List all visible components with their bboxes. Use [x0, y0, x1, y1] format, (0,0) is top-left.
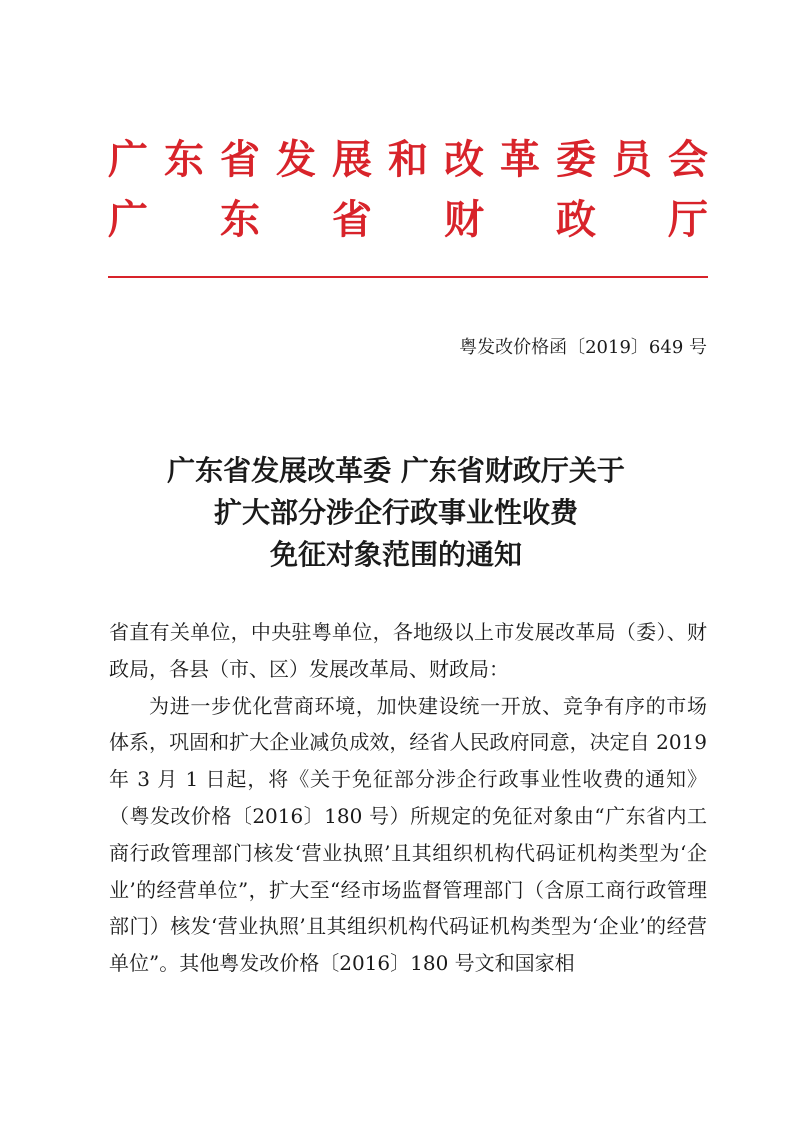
- header-char: 革: [500, 136, 540, 183]
- document-number: 粤发改价格函〔2019〕649 号: [459, 337, 707, 358]
- header-char: 财: [444, 196, 484, 243]
- header-char: 和: [388, 136, 428, 183]
- header-divider: [108, 276, 708, 278]
- document-body: [109, 614, 707, 982]
- addressee-paragraph: 省直有关单位，中央驻粤单位，各地级以上市发展改革局（委）、财政局，各县（市、区）发展改革局、财政局：: [109, 620, 707, 681]
- title-line-2: 扩大部分涉企行政事业性收费: [213, 496, 578, 529]
- title-line-1: 广东省发展改革委 广东省财政厅关于: [167, 454, 625, 487]
- header-char: 广: [108, 136, 148, 183]
- header-char: 展: [332, 136, 372, 183]
- header-char: 东: [220, 196, 260, 243]
- header-char: 会: [668, 136, 708, 183]
- document-title: [96, 450, 696, 576]
- issuer-header-line-2: [108, 196, 708, 244]
- header-char: 改: [444, 136, 484, 183]
- header-char: 发: [276, 136, 316, 183]
- header-char: 东: [164, 136, 204, 183]
- header-char: 厅: [668, 196, 708, 243]
- header-char: 广: [108, 196, 148, 243]
- body-paragraph-1: 为进一步优化营商环境，加快建设统一开放、竞争有序的市场体系，巩固和扩大企业减负成效，经省人民政府同意，决定自 2019 年 3 月 1 日起，将《关于免征部分涉企行政事业性收费的通知》（粤发改价格〔2016〕180 号）所规定的免征对象由“广东省内工商行政管理部门核发‘营业执照’且其组织机构代码证机构类型为‘企业’的经营单位”，扩大至“经市场监督管理部门（含原工商行政管理部门）核发‘营业执照’且其组织机构代码证机构类型为‘企业’的经营单位”。其他粤发改价格〔2016〕180 号文和国家相: [109, 693, 707, 976]
- header-char: 省: [332, 196, 372, 243]
- header-char: 政: [556, 196, 596, 243]
- header-char: 省: [220, 136, 260, 183]
- header-char: 员: [612, 136, 652, 183]
- title-line-3: 免征对象范围的通知: [269, 538, 522, 571]
- issuer-header-line-1: [108, 136, 708, 184]
- header-char: 委: [556, 136, 596, 183]
